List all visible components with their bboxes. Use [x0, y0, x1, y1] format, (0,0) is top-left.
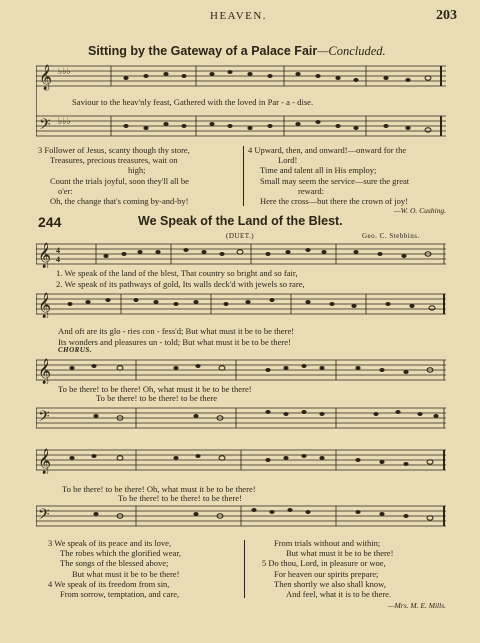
hymn2-title: We Speak of the Land of the Blest. — [138, 214, 343, 228]
verse-line: Count the trials joyful, soon they'll all be — [50, 175, 189, 186]
hymn1-title — [88, 44, 386, 59]
svg-text:4: 4 — [56, 246, 60, 255]
svg-text:𝄞: 𝄞 — [39, 65, 53, 90]
svg-text:4: 4 — [56, 255, 60, 264]
verse-line: But what must it be to be there! — [72, 568, 180, 579]
verse-line: The songs of the blessed above; — [60, 558, 169, 569]
verse-line: 3 We speak of its peace and its love, — [48, 538, 172, 548]
chorus-lyric-1b: To be there! to be there! to be there — [96, 393, 218, 403]
verse-line: From sorrow, temptation, and care, — [60, 589, 180, 600]
verse-line: Time and talent all in His employ; — [260, 165, 377, 176]
chorus-staff-1-bass — [36, 404, 448, 432]
duet-label: (DUET.) — [226, 232, 255, 240]
verse-line: For heaven our spirits prepare; — [274, 568, 379, 579]
hymn1-author: —W. O. Cushing. — [393, 206, 446, 215]
verse-line: Lord! — [278, 155, 298, 166]
hymn2-composer: Geo. C. Stebbins. — [362, 232, 420, 240]
verse-line: reward: — [298, 185, 324, 196]
chorus-lyric-2b: To be there! to be there! to be there! — [118, 493, 242, 503]
verse-line: Here the cross—but there the crown of joy! — [260, 196, 408, 207]
verse-line: 3 Follower of Jesus, scanty though thy store, — [38, 145, 190, 155]
chorus-staff-2-bass — [36, 502, 448, 530]
page-number: 203 — [436, 8, 457, 23]
running-title: HEAVEN. — [210, 10, 268, 22]
hymn1-verse-3 — [38, 145, 238, 206]
chorus-lyric-2a: To be there! to be there! Oh, what must it be to be there! — [62, 484, 256, 494]
svg-text:𝄢: 𝄢 — [39, 116, 51, 137]
verse-line: And feel, what it is to be there. — [286, 589, 392, 600]
hymn2-staff-2 — [36, 290, 448, 318]
hymn1-verse-4 — [248, 145, 448, 206]
chorus-lyric-1a: To be there! to be there! Oh, what must it be to be there! — [58, 384, 252, 394]
svg-text:𝄞: 𝄞 — [38, 359, 52, 384]
hymn2-verses-left — [48, 538, 248, 599]
verse-line: Treasures, precious treasures, wait on — [50, 155, 178, 166]
hymn1-title-suffix: —Concluded. — [317, 44, 386, 58]
svg-text:♭♭♭: ♭♭♭ — [58, 116, 71, 126]
column-divider — [243, 146, 244, 206]
hymn1-music-system — [36, 62, 448, 158]
hymn2-lyric-2a: And oft are its glo - ries con - fess'd; But what must it be to be there! — [58, 326, 295, 336]
chorus-staff-2-treble — [36, 446, 448, 474]
verse-line: 4 Upward, then, and onward!—onward for the — [248, 145, 407, 155]
verse-line: From trials without and within; — [274, 538, 381, 548]
svg-text:𝄢: 𝄢 — [38, 506, 50, 527]
hymn1-lyric-line: Saviour to the heav'nly feast, Gathered with the loved in Par - a - dise. — [72, 97, 314, 107]
svg-text:𝄞: 𝄞 — [38, 243, 52, 268]
hymn2-lyric-1b: 2. We speak of its pathways of gold, Its walls deck'd with jewels so rare, — [56, 279, 305, 289]
column-divider — [244, 540, 245, 598]
hymn2-lyric-2b: Its wonders and pleasures un - told; But what must it be to be there! — [58, 337, 291, 347]
hymn2-number: 244 — [38, 214, 62, 230]
verse-line: Small may seem the service—sure the great — [260, 175, 410, 186]
verse-line: 4 We speak of its freedom from sin, — [48, 578, 170, 589]
svg-text:𝄞: 𝄞 — [38, 293, 52, 318]
hymn2-author: —Mrs. M. E. Mills. — [387, 601, 446, 610]
verse-line: But what must it be to be there! — [286, 548, 394, 559]
svg-text:♭♭♭: ♭♭♭ — [58, 66, 71, 76]
hymn2-lyric-1a: 1. We speak of the land of the blest, That country so bright and so fair, — [56, 268, 298, 278]
verse-line: The robes which the glorified wear, — [60, 548, 181, 559]
verse-line: high; — [128, 165, 146, 176]
verse-line: o'er: — [58, 185, 73, 196]
svg-text:𝄞: 𝄞 — [38, 449, 52, 474]
hymn1-title-text: Sitting by the Gateway of a Palace Fair — [88, 44, 318, 58]
verse-line: 5 Do thou, Lord, in pleasure or woe, — [262, 558, 386, 569]
chorus-staff-1-treble — [36, 356, 448, 384]
hymn2-verses-right — [262, 538, 452, 599]
hymn2-staff-1 — [36, 240, 448, 268]
chorus-label: CHORUS. — [58, 346, 93, 354]
verse-line: Oh, the change that's coming by-and-by! — [50, 196, 189, 207]
verse-line: Then shortly we also shall know, — [274, 578, 386, 589]
svg-text:𝄢: 𝄢 — [38, 408, 50, 429]
